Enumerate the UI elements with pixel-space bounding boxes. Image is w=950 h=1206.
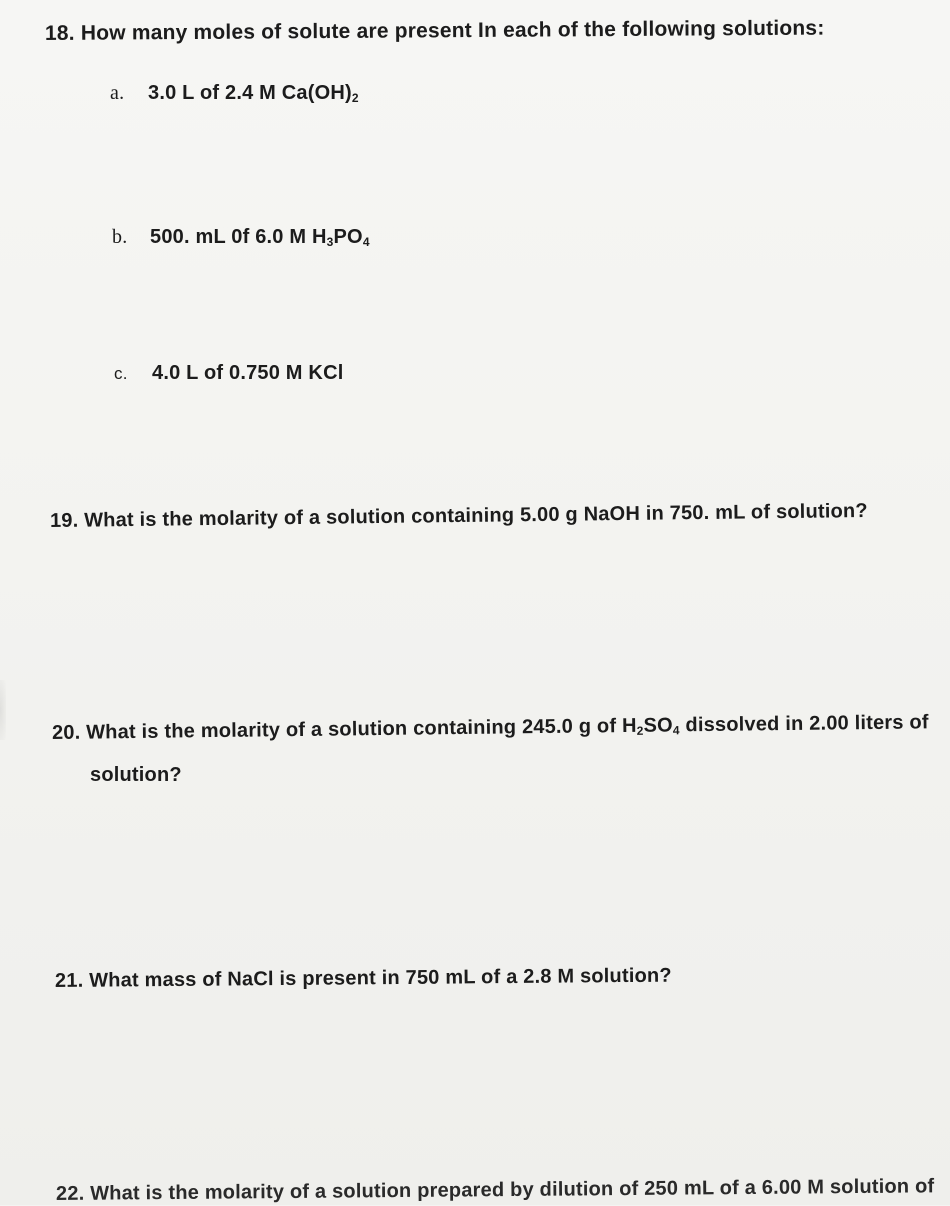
part-text-cont: PO: [333, 226, 363, 248]
question-text-cont: SO: [643, 714, 673, 737]
question-text-end: dissolved in 2.00 liters of: [679, 711, 929, 737]
question-text: 20. What is the molarity of a solution containing 245.0 g of H: [51, 714, 637, 744]
subscript: 4: [672, 723, 680, 738]
question-19: 19. What is the molarity of a solution containing 5.00 g NaOH in 750. mL of solution?: [49, 500, 868, 532]
page-edge-shadow: [0, 680, 6, 740]
subscript: 2: [636, 723, 644, 738]
part-letter: a.: [110, 82, 125, 104]
question-18-part-b: [112, 226, 370, 249]
question-20: [52, 711, 929, 745]
part-text: 4.0 L of 0.750 M KCl: [152, 362, 344, 384]
question-18-part-a: [110, 82, 359, 105]
question-22: 22. What is the molarity of a solution prepared by dilution of 250 mL of a 6.00 M solution of: [55, 1175, 935, 1205]
subscript: 2: [351, 91, 359, 105]
question-20-line-2: solution?: [90, 764, 182, 786]
part-letter: b.: [112, 226, 128, 248]
subscript: 4: [362, 235, 370, 249]
question-21: 21. What mass of NaCl is present in 750 mL of a 2.8 M solution?: [54, 964, 672, 992]
part-text: 3.0 L of 2.4 M Ca(OH): [148, 82, 352, 104]
subscript: 3: [326, 235, 334, 249]
question-18-part-c: [114, 362, 343, 385]
part-letter: c.: [114, 364, 128, 383]
part-text: 500. mL 0f 6.0 M H: [150, 226, 327, 248]
question-18: 18. How many moles of solute are present In each of the following solutions:: [44, 16, 825, 45]
